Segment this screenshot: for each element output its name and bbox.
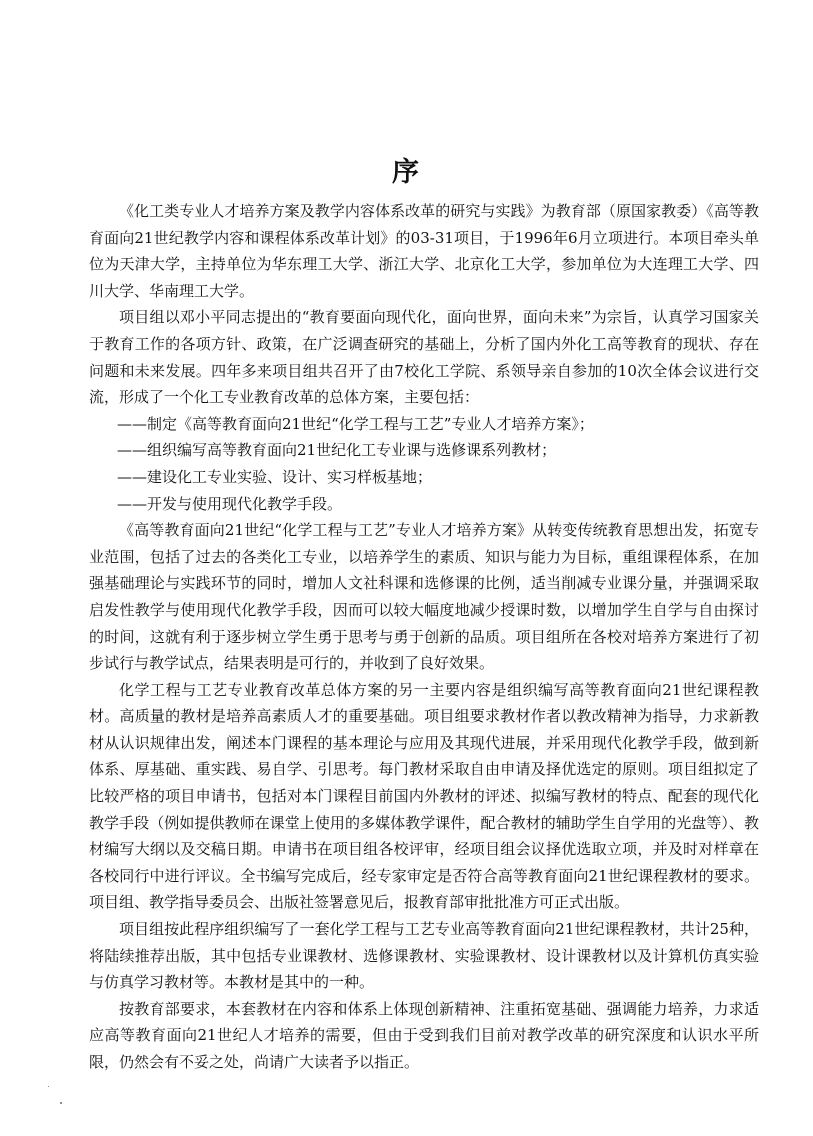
document-body	[89, 198, 759, 1076]
paragraph: 《高等教育面向21世纪“化学工程与工艺”专业人才培养方案》从转变传统教育思想出发，拓宽专业范围，包括了过去的各类化工专业，以培养学生的素质、知识与能力为目标，重组课程体系，在加强基础理论与实践环节的同时，增加人文社科课和选修课的比例，适当削减专业课分量，并强调采取启发性教学与使用现代化教学手段，因而可以较大幅度地减少授课时数，以增加学生自学与自由探讨的时间，这就有利于逐步树立学生勇于思考与勇于创新的品质。项目组所在各校对培养方案进行了初步试行与教学试点，结果表明是可行的，并收到了良好效果。	[89, 521, 759, 673]
paragraph: 化学工程与工艺专业教育改革总体方案的另一主要内容是组织编写高等教育面向21世纪课程教材。高质量的教材是培养高素质人才的重要基础。项目组要求教材作者以教改精神为指导，力求新教材从认识规律出发，阐述本门课程的基本理论与应用及其现代进展，并采用现代化教学手段，做到新体系、厚基础、重实践、易自学、引思考。每门教材采取自由申请及择优选定的原则。项目组拟定了比较严格的项目申请书，包括对本门课程目前国内外教材的评述、拟编写教材的特点、配套的现代化教学手段（例如提供教师在课堂上使用的多媒体教学课件，配合教材的辅助学生自学用的光盘等）、教材编写大纲以及交稿日期。申请书在项目组各校评审，经项目组会议择优选取立项，并及时对样章在各校同行中进行评议。全书编写完成后，经专家审定是否符合高等教育面向21世纪课程教材的要求。项目组、教学指导委员会、出版社签署意见后，报教育部审批批准方可正式出版。	[89, 680, 759, 912]
list-item: ——开发与使用现代化教学手段。	[117, 494, 343, 513]
paragraph: 项目组按此程序组织编写了一套化学工程与工艺专业高等教育面向21世纪课程教材，共计25种，将陆续推荐出版，其中包括专业课教材、选修课教材、实验课教材、设计课教材以及计算机仿真实验与仿真学习教材等。本教材是其中的一种。	[89, 920, 759, 992]
paragraph: 项目组以邓小平同志提出的“教育要面向现代化，面向世界，面向未来”为宗旨，认真学习国家关于教育工作的各项方针、政策，在广泛调查研究的基础上，分析了国内外化工高等教育的现状、存在问题和未来发展。四年多来项目组共召开了由7校化工学院、系领导亲自参加的10次全体会议进行交流，形成了一个化工专业教育改革的总体方案，主要包括：	[89, 308, 759, 407]
page-title: 序	[392, 157, 421, 188]
paragraph: 按教育部要求，本套教材在内容和体系上体现创新精神、注重拓宽基础、强调能力培养，力求适应高等教育面向21世纪人才培养的需要，但由于受到我们目前对教学改革的研究深度和认识水平所限，仍然会有不妥之处，尚请广大读者予以指正。	[89, 999, 759, 1071]
scan-speck	[48, 1086, 49, 1087]
paragraph: 《化工类专业人才培养方案及教学内容体系改革的研究与实践》为教育部（原国家教委）《高等教育面向21世纪教学内容和课程体系改革计划》的03-31项目，于1996年6月立项进行。本项目牵头单位为天津大学，主持单位为华东理工大学、浙江大学、北京化工大学，参加单位为大连理工大学、四川大学、华南理工大学。	[89, 202, 759, 300]
scan-speck	[60, 1102, 62, 1104]
list-item: ——建设化工专业实验、设计、实习样板基地；	[117, 467, 433, 486]
list-item: ——组织编写高等教育面向21世纪化工专业课与选修课系列教材；	[117, 441, 557, 460]
list-item: ——制定《高等教育面向21世纪“化学工程与工艺”专业人才培养方案》；	[117, 414, 594, 433]
